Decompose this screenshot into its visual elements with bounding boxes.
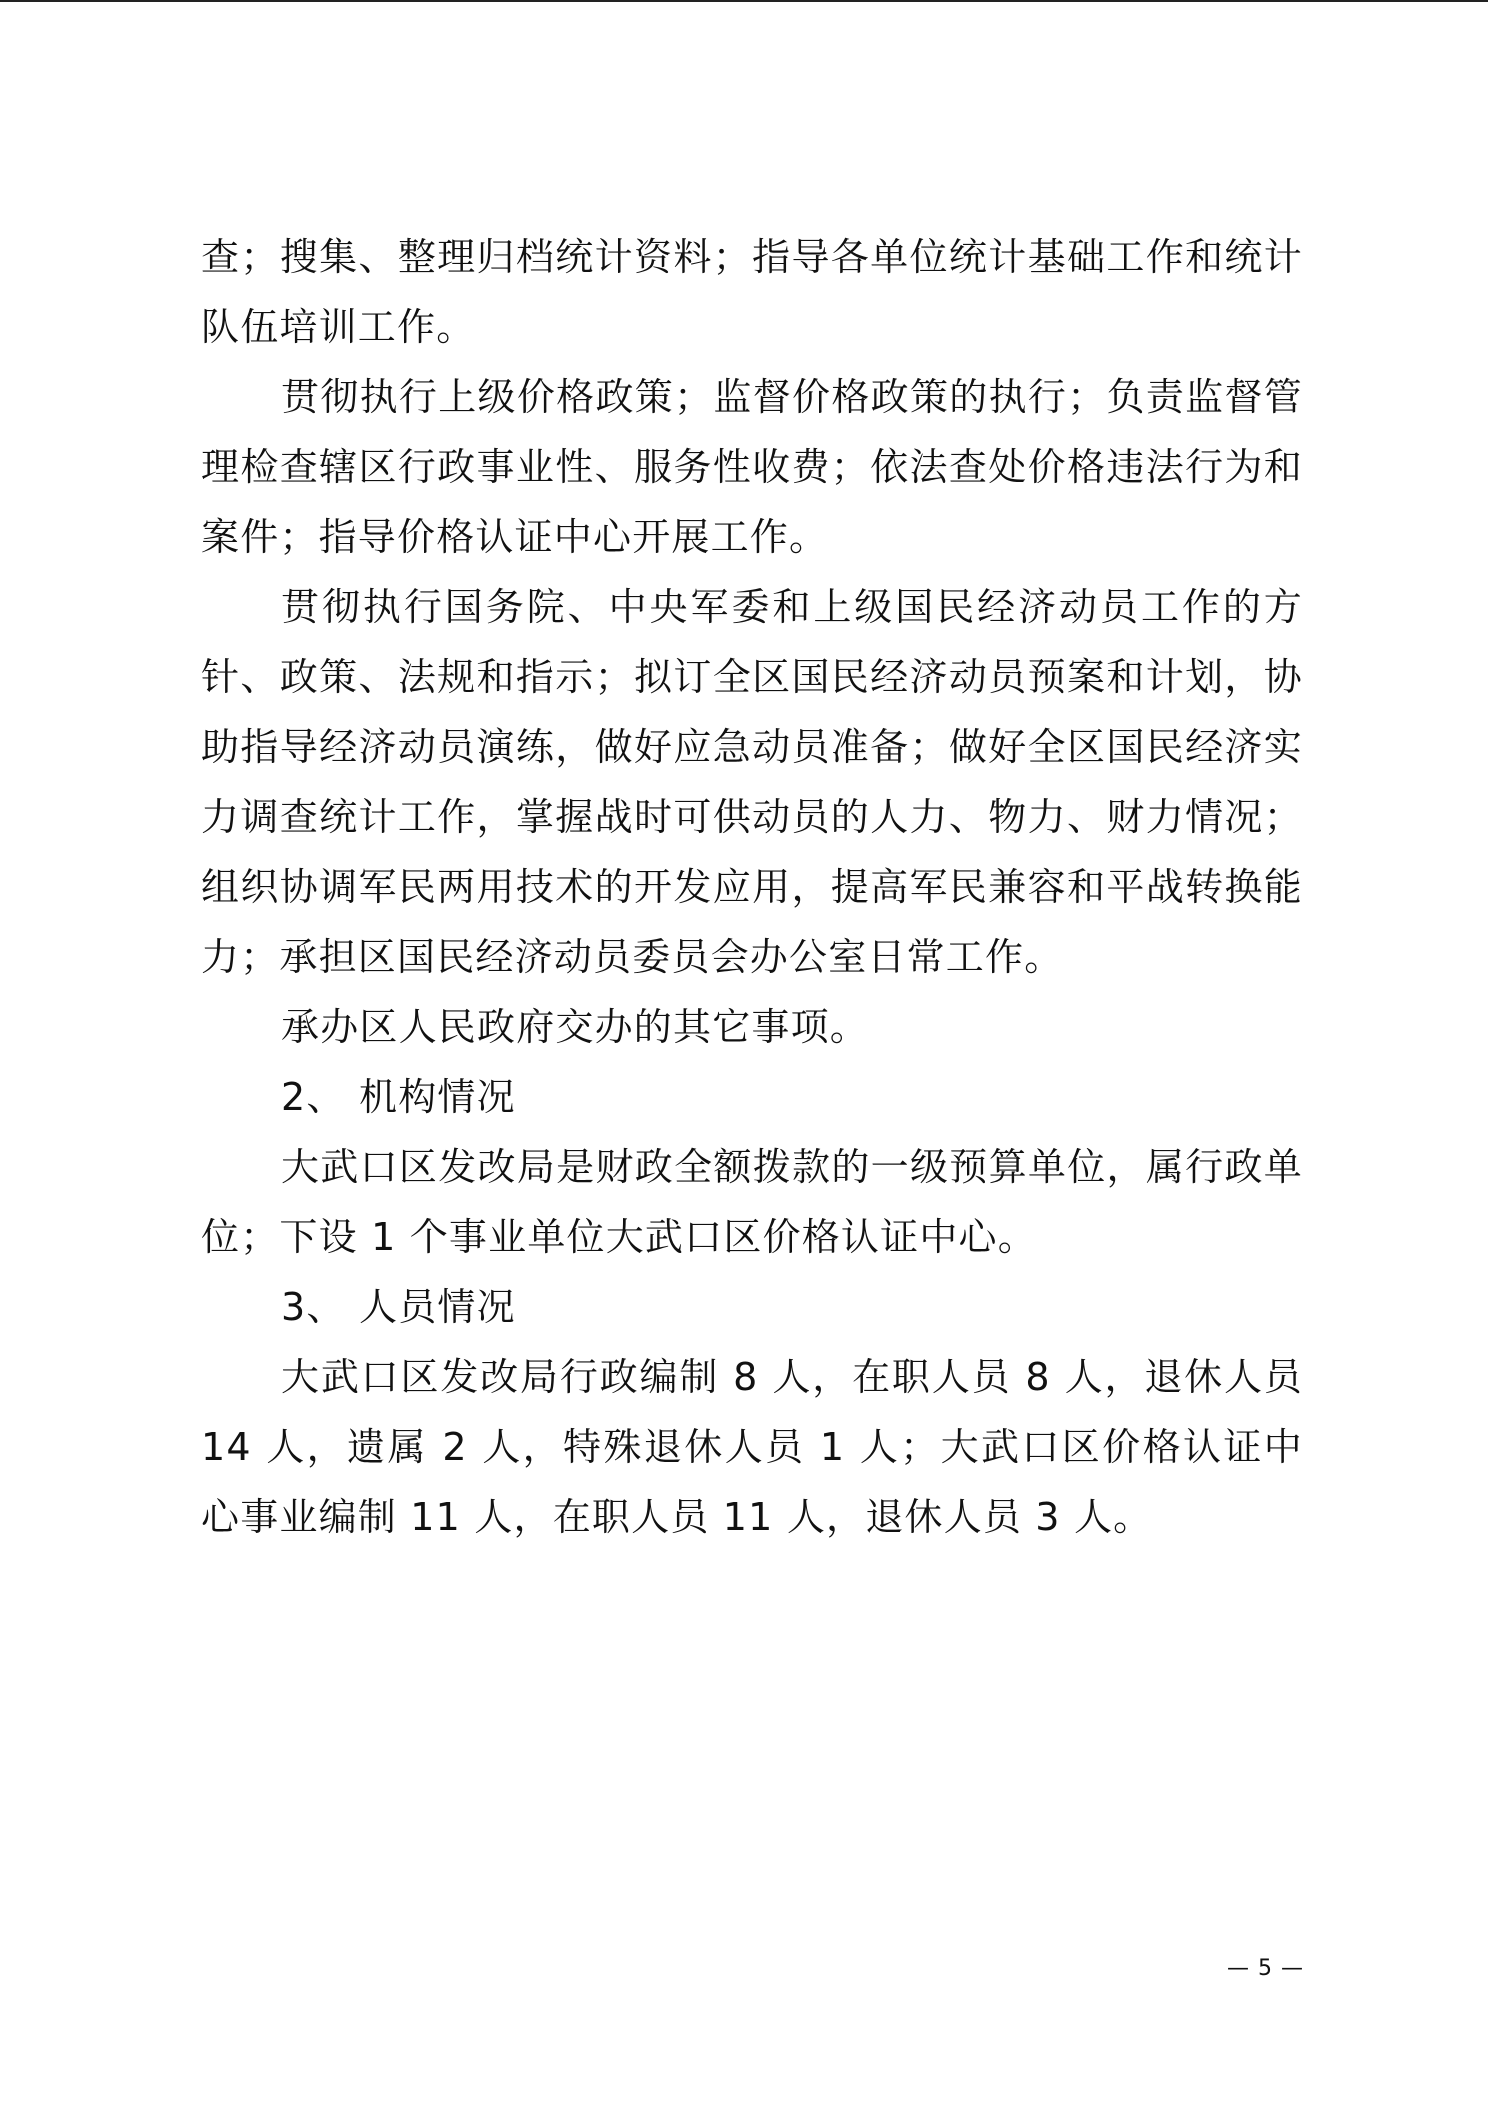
section-title: 机构情况 [359, 1075, 516, 1119]
section-number: 3、 [281, 1285, 346, 1329]
paragraph-price-policy: 贯彻执行上级价格政策；监督价格政策的执行；负责监督管理检查辖区行政事业性、服务性收费；依法查处价格违法行为和案件；指导价格认证中心开展工作。 [201, 375, 1303, 559]
paragraph-personnel: 大武口区发改局行政编制 8 人，在职人员 8 人，退休人员 14 人，遗属 2 人，特殊退休人员 1 人；大武口区价格认证中心事业编制 11 人，在职人员 11 人，退休人员 3 人。 [201, 1355, 1303, 1539]
document-body [201, 222, 1303, 1552]
paragraph-statistics-continued: 查；搜集、整理归档统计资料；指导各单位统计基础工作和统计队伍培训工作。 [201, 235, 1303, 349]
page-number: — 5 — [1227, 1956, 1304, 1981]
section-heading-organization [201, 1062, 1303, 1132]
top-border-line [0, 0, 1488, 2]
paragraph-economic-mobilization: 贯彻执行国务院、中央军委和上级国民经济动员工作的方针、政策、法规和指示；拟订全区国民经济动员预案和计划，协助指导经济动员演练，做好应急动员准备；做好全区国民经济实力调查统计工作，掌握战时可供动员的人力、物力、财力情况；组织协调军民两用技术的开发应用，提高军民兼容和平战转换能力；承担区国民经济动员委员会办公室日常工作。 [201, 585, 1303, 979]
section-heading-personnel [201, 1272, 1303, 1342]
section-number: 2、 [281, 1075, 346, 1119]
section-title: 人员情况 [359, 1285, 516, 1329]
paragraph-organization: 大武口区发改局是财政全额拨款的一级预算单位，属行政单位；下设 1 个事业单位大武口区价格认证中心。 [201, 1145, 1303, 1259]
paragraph-other-matters: 承办区人民政府交办的其它事项。 [281, 1005, 870, 1049]
